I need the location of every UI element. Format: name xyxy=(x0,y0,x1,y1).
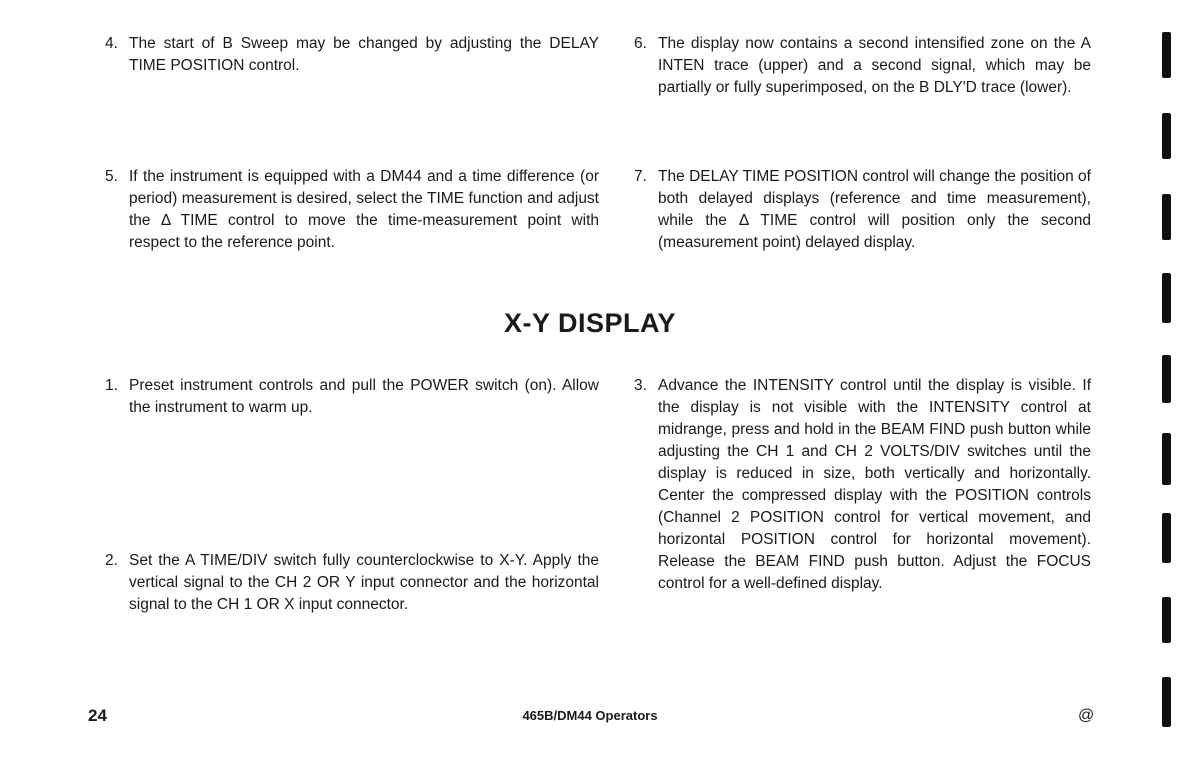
step-text: Advance the INTENSITY control until the display is visible. If the display is not visible with the INTENSITY control at midrange, press and hold in the BEAM FIND push button while adjusting the CH 1 and CH 2 VOLTS/DIV switches until the display is reduced in size, both vertically and horizontally. Center the compressed display with the POSITION controls (Channel 2 POSITION control for vertical movement, and horizontal POSITION control for horizontal movement). Release the BEAM FIND push button. Adjust the FOCUS control for a well-defined display. xyxy=(658,377,1091,592)
step-text: The display now contains a second intensified zone on the A INTEN trace (upper) and a second signal, which may be partially or fully superimposed, on the B DLY'D trace (lower). xyxy=(658,35,1091,96)
step-text: Set the A TIME/DIV switch fully counterclockwise to X-Y. Apply the vertical signal to the CH 2 OR Y input connector and the horizontal signal to the CH 1 OR X input connector. xyxy=(129,552,599,613)
step-5 xyxy=(105,166,599,254)
step-number: 3. xyxy=(634,377,647,394)
binding-mark xyxy=(1162,513,1171,563)
binding-mark xyxy=(1162,677,1171,727)
step-number: 6. xyxy=(634,35,647,52)
step-number: 5. xyxy=(105,168,118,185)
step-number: 1. xyxy=(105,377,118,394)
binding-mark xyxy=(1162,597,1171,643)
binding-mark xyxy=(1162,113,1171,159)
binding-mark xyxy=(1162,273,1171,323)
binding-mark xyxy=(1162,194,1171,240)
step-text: If the instrument is equipped with a DM44 and a time difference (or period) measurement is desired, select the TIME function and adjust the Δ TIME control to move the time-measurement point with respect to the reference point. xyxy=(129,168,599,251)
step-xy-1 xyxy=(105,375,599,419)
step-text: The start of B Sweep may be changed by adjusting the DELAY TIME POSITION control. xyxy=(129,35,599,74)
manual-title: 465B/DM44 Operators xyxy=(522,708,658,723)
binding-mark xyxy=(1162,433,1171,485)
section-heading: X-Y DISPLAY xyxy=(503,308,677,338)
step-6 xyxy=(634,33,1091,99)
step-number: 7. xyxy=(634,168,647,185)
step-4 xyxy=(105,33,599,77)
step-7 xyxy=(634,166,1091,254)
step-text: The DELAY TIME POSITION control will change the position of both delayed displays (reference and time measurement), while the Δ TIME control will position only the second (measurement point) delayed display. xyxy=(658,168,1091,251)
page-number: 24 xyxy=(88,706,107,725)
step-number: 4. xyxy=(105,35,118,52)
step-number: 2. xyxy=(105,552,118,569)
step-xy-2 xyxy=(105,550,599,616)
binding-mark xyxy=(1162,32,1171,78)
binding-mark xyxy=(1162,355,1171,403)
publisher-symbol: @ xyxy=(1078,707,1095,724)
step-text: Preset instrument controls and pull the POWER switch (on). Allow the instrument to warm up. xyxy=(129,377,599,416)
step-xy-3 xyxy=(634,375,1091,595)
